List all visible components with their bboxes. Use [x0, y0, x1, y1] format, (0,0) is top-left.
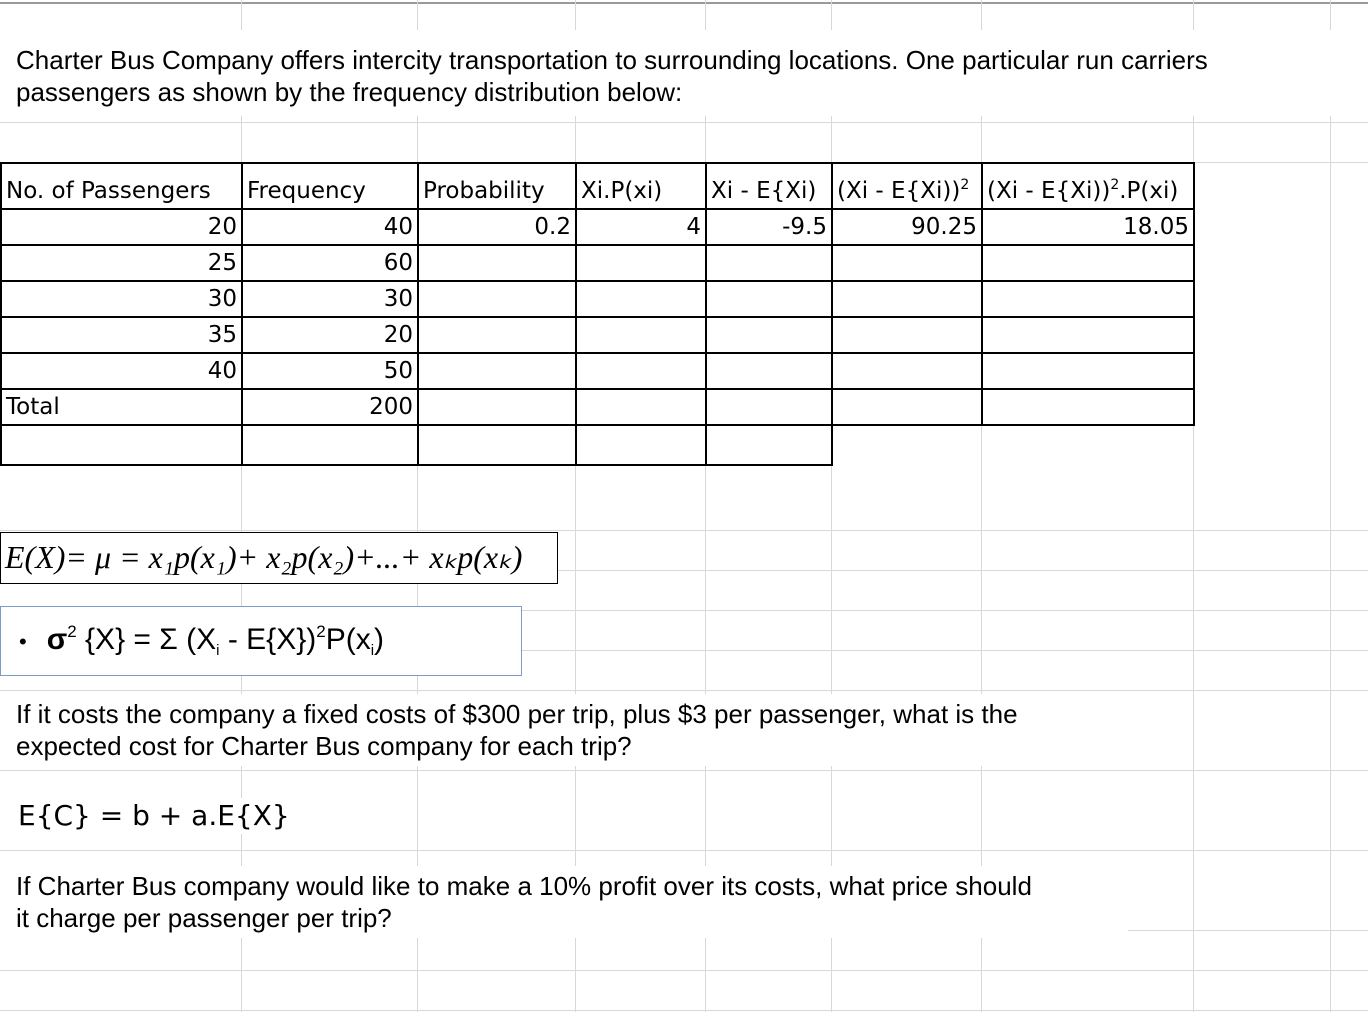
cell-frequency[interactable]: 50: [242, 353, 418, 389]
variance-part-d: ): [374, 623, 385, 656]
header-weighted-tail: .P(xi): [1119, 178, 1179, 204]
header-weighted: (Xi - E{Xi)): [987, 178, 1111, 204]
sigma-exp: 2: [67, 622, 77, 641]
cell-empty[interactable]: [832, 425, 982, 465]
header-deviation: Xi - E{Xi): [711, 178, 817, 204]
variance-exp2: 2: [316, 622, 326, 641]
cell-empty[interactable]: [242, 425, 418, 465]
cell-empty[interactable]: [982, 389, 1194, 425]
variance-sub-i: i: [216, 642, 220, 659]
header-frequency: Frequency: [247, 178, 366, 204]
table-row: [1, 317, 1194, 353]
cell-total-frequency[interactable]: 200: [242, 389, 418, 425]
cell-frequency[interactable]: 30: [242, 281, 418, 317]
table-row: [1, 353, 1194, 389]
cell-frequency[interactable]: 40: [242, 209, 418, 245]
header-xipxi: Xi.P(xi): [581, 178, 663, 204]
cell-deviation[interactable]: [706, 245, 832, 281]
cell-deviation[interactable]: -9.5: [706, 209, 832, 245]
question-2-text-box[interactable]: [0, 866, 1128, 938]
question-1-line-1: If it costs the company a fixed costs of $300 per trip, plus $3 per passenger, what is the: [16, 699, 1018, 729]
cell-xipxi[interactable]: [576, 353, 706, 389]
cell-empty[interactable]: [576, 389, 706, 425]
table-row: [1, 281, 1194, 317]
table-row: [1, 245, 1194, 281]
cell-sq-deviation[interactable]: [832, 353, 982, 389]
cell-empty[interactable]: [706, 425, 832, 465]
cell-passengers[interactable]: 35: [1, 317, 242, 353]
table-row: [1, 209, 1194, 245]
cell-probability[interactable]: [418, 245, 576, 281]
cell-empty[interactable]: [418, 425, 576, 465]
header-probability: Probability: [423, 178, 545, 204]
variance-formula[interactable]: [0, 606, 522, 676]
blank-row: [1, 425, 1194, 465]
cell-empty[interactable]: [832, 389, 982, 425]
header-sq-deviation: (Xi - E{Xi)): [837, 178, 961, 204]
cell-passengers[interactable]: 25: [1, 245, 242, 281]
cell-deviation[interactable]: [706, 281, 832, 317]
cell-xipxi[interactable]: [576, 245, 706, 281]
cell-sq-deviation[interactable]: [832, 281, 982, 317]
cell-probability[interactable]: [418, 353, 576, 389]
table-header-row: [1, 163, 1194, 209]
cell-empty[interactable]: [1, 425, 242, 465]
bullet: •: [19, 629, 27, 654]
variance-part-b: - E{X}): [219, 623, 317, 656]
cell-sq-deviation[interactable]: [832, 245, 982, 281]
expected-value-formula-text: E(X)= μ = x₁p(x₁)+ x₂p(x₂)+...+ xₖp(xₖ): [5, 539, 523, 575]
header-weighted-exp: 2: [1110, 177, 1120, 193]
question-1-line-2: expected cost for Charter Bus company for each trip?: [16, 731, 632, 761]
cell-xipxi[interactable]: [576, 281, 706, 317]
cell-xipxi[interactable]: 4: [576, 209, 706, 245]
variance-part-c: P(x: [325, 623, 371, 656]
sigma-symbol: σ: [46, 623, 68, 656]
cell-probability[interactable]: [418, 317, 576, 353]
cell-weighted[interactable]: 18.05: [982, 209, 1194, 245]
question-1-text-box[interactable]: [0, 694, 1175, 766]
intro-text-box[interactable]: [0, 30, 1340, 116]
cell-weighted[interactable]: [982, 317, 1194, 353]
cell-frequency[interactable]: 20: [242, 317, 418, 353]
cell-empty[interactable]: [576, 425, 706, 465]
cell-weighted[interactable]: [982, 353, 1194, 389]
total-row: [1, 389, 1194, 425]
cell-passengers[interactable]: 30: [1, 281, 242, 317]
cell-empty[interactable]: [706, 389, 832, 425]
header-passengers: No. of Passengers: [6, 178, 211, 204]
header-sq-deviation-exp: 2: [960, 177, 970, 193]
cell-probability[interactable]: 0.2: [418, 209, 576, 245]
expected-cost-formula[interactable]: E{C} = b + a.E{X}: [18, 798, 296, 834]
question-2-line-1: If Charter Bus company would like to make a 10% profit over its costs, what price should: [16, 871, 1032, 901]
frequency-table: [0, 162, 1195, 466]
cell-sq-deviation[interactable]: 90.25: [832, 209, 982, 245]
cell-deviation[interactable]: [706, 353, 832, 389]
variance-part-a: {X} = Σ (X: [76, 623, 217, 656]
cell-empty[interactable]: [982, 425, 1194, 465]
cell-sq-deviation[interactable]: [832, 317, 982, 353]
cell-probability[interactable]: [418, 281, 576, 317]
cell-total-label[interactable]: Total: [1, 389, 242, 425]
intro-line-1: Charter Bus Company offers intercity transportation to surrounding locations. One particular run carriers: [16, 45, 1208, 75]
question-2-line-2: it charge per passenger per trip?: [16, 903, 392, 933]
cell-passengers[interactable]: 20: [1, 209, 242, 245]
cell-frequency[interactable]: 60: [242, 245, 418, 281]
cell-passengers[interactable]: 40: [1, 353, 242, 389]
cell-xipxi[interactable]: [576, 317, 706, 353]
cell-weighted[interactable]: [982, 281, 1194, 317]
expected-value-formula[interactable]: [0, 532, 558, 584]
cell-weighted[interactable]: [982, 245, 1194, 281]
variance-sub-i2: i: [370, 642, 375, 659]
cell-deviation[interactable]: [706, 317, 832, 353]
intro-line-2: passengers as shown by the frequency distribution below:: [16, 77, 683, 107]
cell-empty[interactable]: [418, 389, 576, 425]
